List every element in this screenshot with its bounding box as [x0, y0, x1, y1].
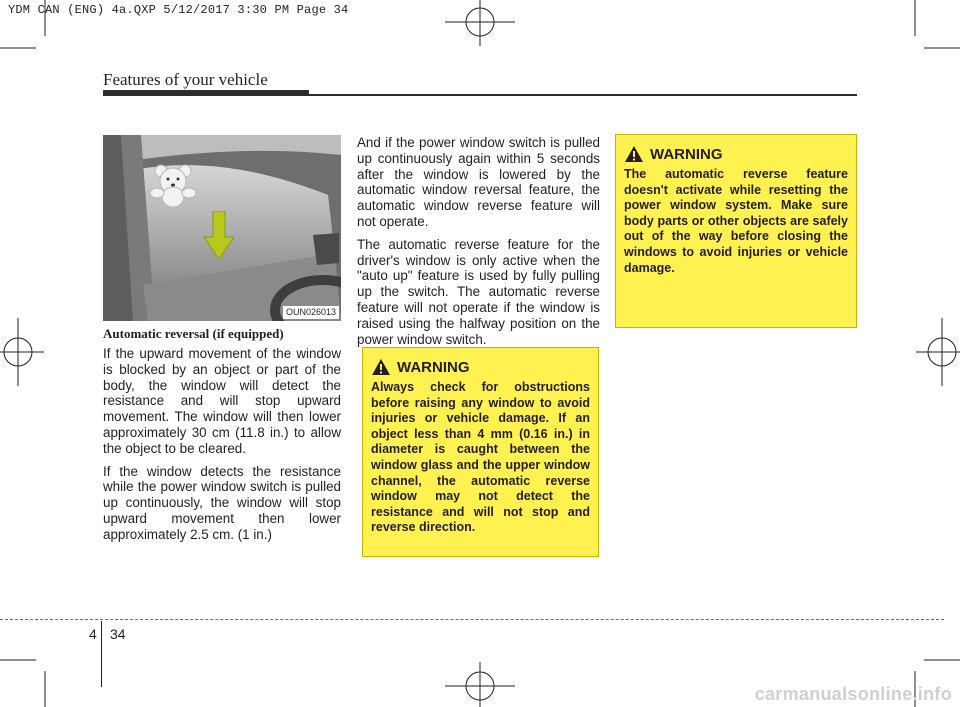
registration-mark-right: [916, 318, 960, 386]
window-illustration: [103, 135, 341, 321]
header-rule-thick: [103, 90, 309, 96]
subsection-heading: Automatic reversal (if equipped): [103, 326, 284, 341]
footer-dotted-rule: [0, 619, 944, 620]
paragraph: If the upward movement of the window is blocked by an object or part of the body, the window will detect the resistance and will stop upward movement. The window will then lower approximately 30 cm (11.8 in.) to allow the object to be cleared.: [103, 346, 341, 456]
footer-divider: [101, 621, 102, 687]
registration-mark-left: [0, 318, 44, 386]
chapter-number: 4: [89, 626, 97, 642]
warning-title: WARNING: [397, 358, 470, 376]
printer-slug: YDM CAN (ENG) 4a.QXP 5/12/2017 3:30 PM Page 34: [8, 3, 349, 17]
warning-box-obstructions: [362, 347, 599, 557]
warning-box-reset: [615, 134, 857, 328]
warning-text: Always check for obstructions before raising any window to avoid injuries or vehicle damage. If an object less than 4 mm (0.16 in.) in diameter is caught between the window glass and the upper window channel, the automatic reverse window may not detect the resistance and will not stop and reverse direction.: [371, 380, 590, 535]
paragraph: If the window detects the resistance while the power window switch is pulled up continuously, the window will stop upward movement then lower approximately 2.5 cm. (1 in.): [103, 463, 341, 542]
middle-column-text: [357, 135, 600, 354]
warning-header: [371, 358, 590, 376]
warning-text: The automatic reverse feature doesn't activate while resetting the power window system. Make sure body parts or other objects are safely out of the way before closing the windows to avoid injuries or vehicle damage.: [624, 167, 848, 275]
warning-header: [624, 145, 848, 163]
warning-triangle-icon: [624, 145, 644, 163]
warning-triangle-icon: [371, 358, 391, 376]
header-rule-thin: [309, 94, 857, 96]
section-title: Features of your vehicle: [103, 70, 268, 89]
page-number: 34: [110, 626, 126, 642]
registration-mark-bottom: [445, 662, 515, 707]
warning-title: WARNING: [650, 145, 723, 163]
registration-mark-top: [445, 0, 515, 46]
left-column-text: [103, 346, 341, 550]
paragraph: The automatic reverse feature for the driver's window is only active when the "auto up" feature is used by fully pulling up the switch. The automatic reverse feature will not operate if the window is raised using the halfway position on the power window switch.: [357, 236, 600, 347]
down-arrow-icon: [204, 211, 234, 259]
paragraph: And if the power window switch is pulled up continuously again within 5 seconds after the window is lowered by the automatic window reversal feature, the automatic window reverse feature will not operate.: [357, 135, 600, 229]
watermark-link[interactable]: carmanualsonline.info: [754, 684, 952, 704]
figure-code: OUN026013: [283, 306, 339, 319]
